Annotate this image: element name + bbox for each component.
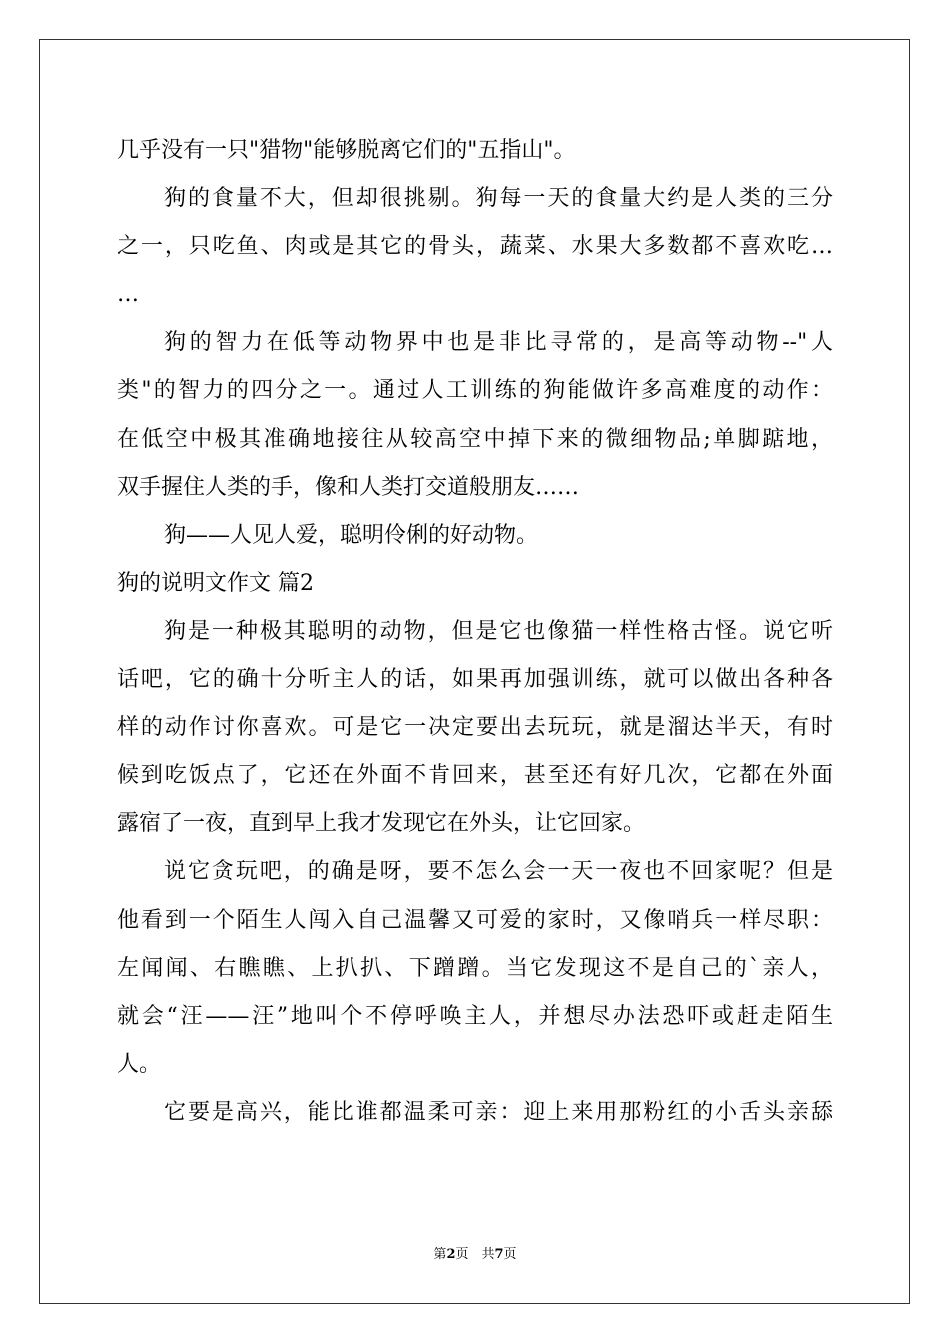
text-line: 类"的智力的四分之一。通过人工训练的狗能做许多高难度的动作： — [117, 378, 833, 404]
text-line: 它要是高兴，能比谁都温柔可亲：迎上来用那粉红的小舌头亲舔 — [164, 1099, 833, 1125]
text-line: 样的动作讨你喜欢。可是它一决定要出去玩玩，就是溜达半天，有时 — [117, 715, 833, 741]
text-line: 左闻闻、右瞧瞧、上扒扒、下蹭蹭。当它发现这不是自己的`亲人， — [117, 955, 833, 981]
text-line: 狗的说明文作文 篇2 — [117, 570, 314, 596]
text-line: 就会“汪——汪”地叫个不停呼唤主人，并想尽办法恐吓或赶走陌生 — [117, 1003, 833, 1029]
footer-current-page: 2 — [446, 1247, 456, 1262]
text-line: 他看到一个陌生人闯入自己温馨又可爱的家时，又像哨兵一样尽职： — [117, 907, 833, 933]
footer-mid: 页 共 — [455, 1247, 495, 1262]
text-line: 露宿了一夜，直到早上我才发现它在外头，让它回家。 — [117, 811, 646, 837]
text-line: 之一，只吃鱼、肉或是其它的骨头，蔬菜、水果大多数都不喜欢吃… — [117, 234, 833, 260]
text-line: 几乎没有一只"猎物"能够脱离它们的"五指山"。 — [117, 138, 576, 163]
text-line: 话吧，它的确十分听主人的话，如果再加强训练，就可以做出各种各 — [117, 667, 833, 693]
text-line: … — [117, 282, 139, 308]
footer-total-pages: 7 — [494, 1247, 504, 1262]
footer-suffix: 页 — [503, 1247, 517, 1262]
text-line: 狗的食量不大，但却很挑剔。狗每一天的食量大约是人类的三分 — [164, 186, 833, 212]
text-line: 人。 — [117, 1051, 162, 1077]
page-footer — [0, 1243, 950, 1262]
footer-prefix: 第 — [433, 1247, 447, 1262]
text-line: 候到吃饭点了，它还在外面不肯回来，甚至还有好几次，它都在外面 — [117, 763, 833, 789]
text-line: 狗——人见人爱，聪明伶俐的好动物。 — [164, 522, 539, 548]
text-line: 说它贪玩吧，的确是呀，要不怎么会一天一夜也不回家呢？但是 — [164, 859, 833, 885]
text-line: 在低空中极其准确地接往从较高空中掉下来的微细物品;单脚踮地， — [117, 426, 833, 452]
text-line: 狗是一种极其聪明的动物，但是它也像猫一样性格古怪。说它听 — [164, 618, 833, 644]
text-line: 狗的智力在低等动物界中也是非比寻常的，是高等动物--"人 — [164, 330, 833, 356]
document-body — [117, 127, 833, 1137]
text-line: 双手握住人类的手，像和人类打交道般朋友…… — [117, 474, 580, 500]
